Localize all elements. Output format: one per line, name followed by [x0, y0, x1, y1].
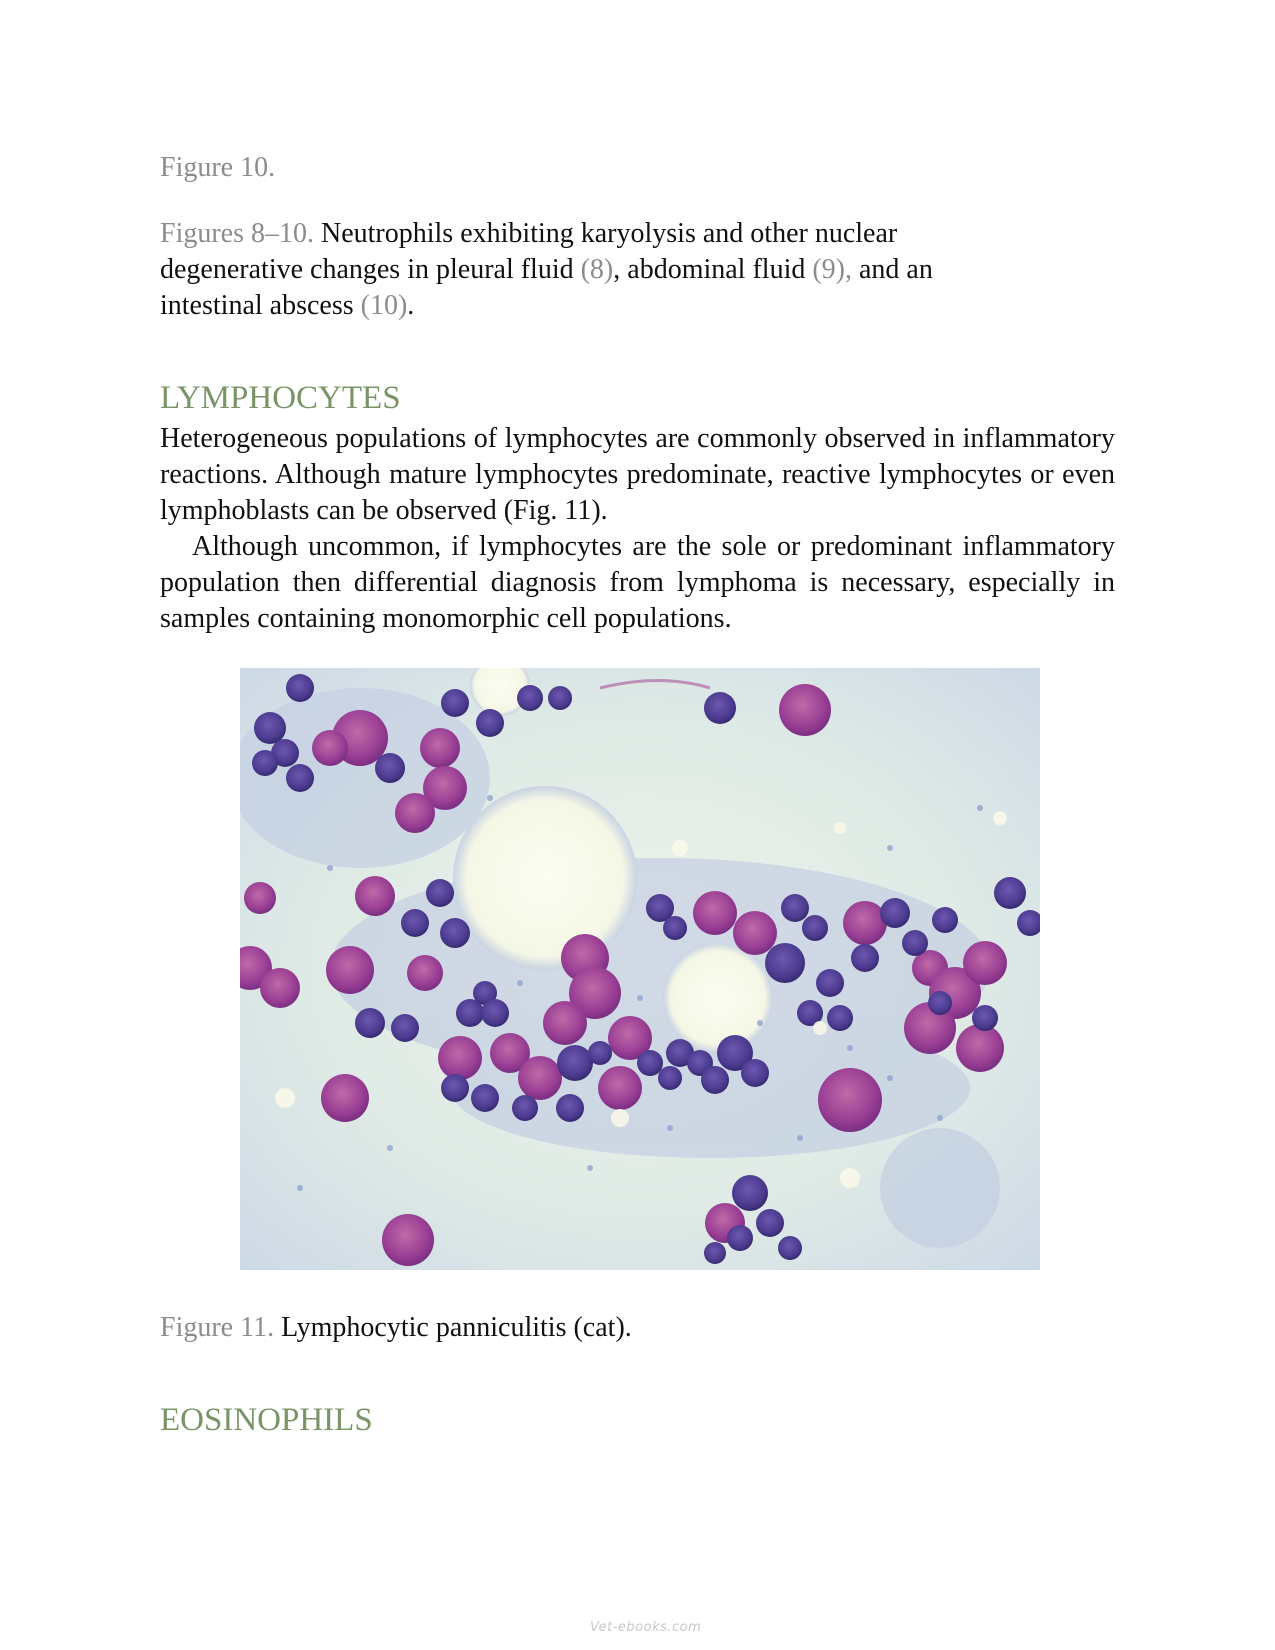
watermark: Vet-ebooks.com: [590, 1620, 702, 1635]
lymphocytes-paragraph-2: Although uncommon, if lymphocytes are the sole or predominant inflammatory population then differential diagnosis from lymphoma is necessary, especially in samples containing monomorphic cell populations.: [160, 531, 1115, 634]
figure-11-label: Figure 11.: [160, 1312, 275, 1343]
caption-text-line3b: .: [407, 290, 415, 321]
caption-text-line1: Neutrophils exhibiting karyolysis and other nuclear: [321, 218, 898, 249]
lymphocytes-paragraph-1: Heterogeneous populations of lymphocytes are commonly observed in inflammatory reactions. Although mature lymphocytes predominate, reactive lymphocytes or even lymphoblasts can be observed (Fig. 11).: [160, 423, 1115, 526]
figure-11-micrograph: [240, 668, 1040, 1270]
figure-11-caption: [160, 1310, 632, 1346]
caption-text-line2b: , abdominal fluid: [613, 254, 806, 285]
caption-text-line2a: degenerative changes in pleural fluid: [160, 254, 574, 285]
lymphocytes-heading: LYMPHOCYTES: [160, 380, 401, 416]
figure-11-caption-text: Lymphocytic panniculitis (cat).: [281, 1312, 632, 1343]
micrograph-illustration: [240, 668, 1040, 1270]
caption-text-line3a: intestinal abscess: [160, 290, 354, 321]
eosinophils-heading: EOSINOPHILS: [160, 1402, 373, 1438]
figure-10-label: Figure 10.: [160, 152, 276, 183]
caption-text-line2c: and an: [859, 254, 933, 285]
caption-label: Figures 8–10.: [160, 218, 314, 249]
caption-ref-8: (8): [580, 254, 614, 285]
caption-ref-10: (10): [360, 290, 408, 321]
caption-ref-9: (9),: [812, 254, 852, 285]
